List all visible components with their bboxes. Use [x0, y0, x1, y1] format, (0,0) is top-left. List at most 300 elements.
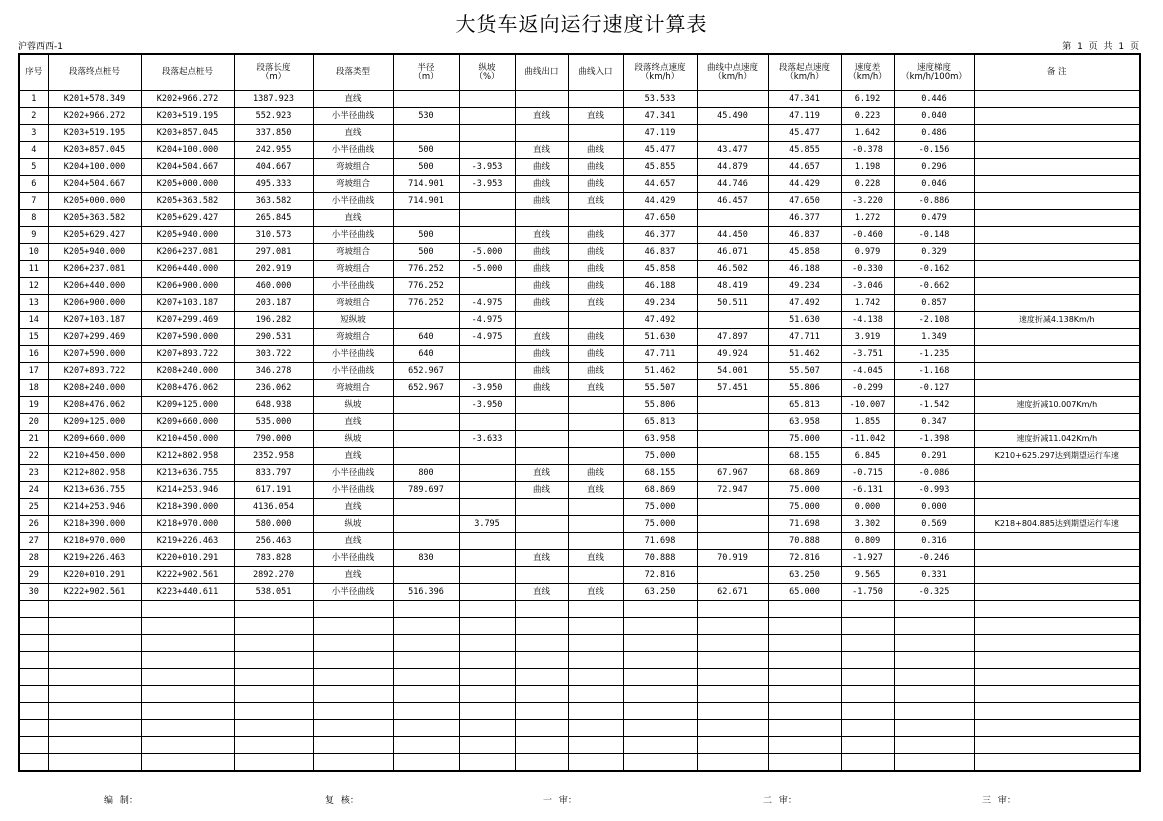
blank-row	[19, 618, 1140, 635]
cell-curve-out: 直线	[515, 142, 568, 159]
cell-end-stake: K206+440.000	[48, 278, 141, 295]
table-row	[19, 125, 1140, 142]
cell-grade	[459, 210, 515, 227]
blank-row	[19, 601, 1140, 618]
table-row	[19, 329, 1140, 346]
blank-row	[19, 720, 1140, 737]
cell-start-stake: K223+440.611	[141, 584, 234, 601]
cell-start-speed: 55.507	[768, 363, 841, 380]
blank-cell	[841, 686, 894, 703]
footer-second-review: 二 审：	[763, 796, 797, 806]
blank-cell	[313, 669, 393, 686]
header-end-speed: 段落终点速度 （km/h）	[623, 54, 697, 91]
cell-end-stake: K203+857.045	[48, 142, 141, 159]
cell-start-speed: 55.806	[768, 380, 841, 397]
cell-type: 直线	[313, 533, 393, 550]
cell-curve-out: 曲线	[515, 482, 568, 499]
cell-start-speed: 46.837	[768, 227, 841, 244]
cell-note	[974, 363, 1140, 380]
cell-curve-in: 曲线	[568, 261, 623, 278]
cell-end-speed: 70.888	[623, 550, 697, 567]
cell-type: 纵坡	[313, 397, 393, 414]
cell-radius	[393, 91, 459, 108]
blank-cell	[568, 754, 623, 772]
cell-speed-gradient: -1.168	[894, 363, 974, 380]
footer-first-review: 一 审：	[543, 796, 577, 806]
cell-curve-out	[515, 448, 568, 465]
cell-no: 24	[19, 482, 48, 499]
cell-note	[974, 176, 1140, 193]
cell-end-speed: 44.657	[623, 176, 697, 193]
cell-note	[974, 380, 1140, 397]
cell-type: 直线	[313, 91, 393, 108]
cell-end-speed: 75.000	[623, 448, 697, 465]
cell-start-stake: K219+226.463	[141, 533, 234, 550]
cell-speed-diff: -3.751	[841, 346, 894, 363]
cell-start-stake: K204+504.667	[141, 159, 234, 176]
cell-note	[974, 346, 1140, 363]
cell-curve-out: 曲线	[515, 176, 568, 193]
cell-length: 203.187	[234, 295, 313, 312]
blank-cell	[19, 652, 48, 669]
cell-end-stake: K207+893.722	[48, 363, 141, 380]
table-row	[19, 482, 1140, 499]
cell-radius	[393, 312, 459, 329]
cell-type: 弯坡组合	[313, 295, 393, 312]
cell-end-speed: 75.000	[623, 516, 697, 533]
blank-cell	[768, 635, 841, 652]
blank-cell	[974, 720, 1140, 737]
cell-speed-diff: 0.223	[841, 108, 894, 125]
cell-grade: 3.795	[459, 516, 515, 533]
cell-mid-speed: 62.671	[697, 584, 768, 601]
cell-no: 19	[19, 397, 48, 414]
cell-end-speed: 46.837	[623, 244, 697, 261]
blank-cell	[313, 737, 393, 754]
cell-note	[974, 227, 1140, 244]
table-row	[19, 176, 1140, 193]
cell-speed-gradient: -0.156	[894, 142, 974, 159]
cell-mid-speed	[697, 533, 768, 550]
blank-cell	[313, 601, 393, 618]
cell-mid-speed: 44.879	[697, 159, 768, 176]
cell-type: 小半径曲线	[313, 550, 393, 567]
cell-speed-diff: -4.045	[841, 363, 894, 380]
blank-cell	[313, 703, 393, 720]
cell-end-speed: 72.816	[623, 567, 697, 584]
cell-speed-diff: 6.192	[841, 91, 894, 108]
cell-grade	[459, 567, 515, 584]
cell-speed-gradient: 0.040	[894, 108, 974, 125]
cell-note	[974, 159, 1140, 176]
cell-no: 23	[19, 465, 48, 482]
blank-cell	[894, 703, 974, 720]
table-row	[19, 142, 1140, 159]
header-curve-in: 曲线入口	[568, 54, 623, 91]
cell-radius: 500	[393, 227, 459, 244]
cell-curve-in: 曲线	[568, 329, 623, 346]
blank-cell	[841, 601, 894, 618]
blank-cell	[974, 601, 1140, 618]
cell-radius: 500	[393, 159, 459, 176]
blank-cell	[894, 720, 974, 737]
cell-end-speed: 55.806	[623, 397, 697, 414]
cell-start-stake: K207+893.722	[141, 346, 234, 363]
blank-cell	[841, 703, 894, 720]
cell-curve-out: 曲线	[515, 261, 568, 278]
cell-note	[974, 584, 1140, 601]
blank-cell	[141, 754, 234, 772]
blank-cell	[19, 686, 48, 703]
cell-speed-diff: -0.715	[841, 465, 894, 482]
cell-no: 14	[19, 312, 48, 329]
cell-curve-in	[568, 312, 623, 329]
cell-grade: -4.975	[459, 329, 515, 346]
cell-end-stake: K206+237.081	[48, 261, 141, 278]
cell-start-speed: 45.855	[768, 142, 841, 159]
cell-length: 538.051	[234, 584, 313, 601]
cell-radius: 789.697	[393, 482, 459, 499]
cell-mid-speed: 54.001	[697, 363, 768, 380]
cell-length: 303.722	[234, 346, 313, 363]
cell-type: 小半径曲线	[313, 584, 393, 601]
cell-length: 552.923	[234, 108, 313, 125]
cell-mid-speed: 50.511	[697, 295, 768, 312]
cell-curve-in	[568, 533, 623, 550]
cell-start-speed: 63.250	[768, 567, 841, 584]
cell-end-stake: K218+970.000	[48, 533, 141, 550]
cell-speed-gradient: -0.127	[894, 380, 974, 397]
cell-speed-gradient: -0.993	[894, 482, 974, 499]
cell-mid-speed: 46.457	[697, 193, 768, 210]
cell-grade	[459, 142, 515, 159]
cell-curve-out: 曲线	[515, 380, 568, 397]
cell-no: 1	[19, 91, 48, 108]
blank-cell	[234, 686, 313, 703]
cell-speed-diff: -6.131	[841, 482, 894, 499]
blank-cell	[141, 652, 234, 669]
cell-grade	[459, 550, 515, 567]
cell-length: 242.955	[234, 142, 313, 159]
cell-mid-speed	[697, 397, 768, 414]
cell-mid-speed	[697, 210, 768, 227]
cell-length: 648.938	[234, 397, 313, 414]
cell-grade	[459, 465, 515, 482]
header-type: 段落类型	[313, 54, 393, 91]
cell-start-stake: K207+103.187	[141, 295, 234, 312]
cell-speed-diff: 0.228	[841, 176, 894, 193]
cell-speed-diff: 0.000	[841, 499, 894, 516]
cell-length: 236.062	[234, 380, 313, 397]
blank-cell	[234, 754, 313, 772]
cell-start-stake: K205+000.000	[141, 176, 234, 193]
cell-speed-gradient: -0.246	[894, 550, 974, 567]
cell-end-speed: 55.507	[623, 380, 697, 397]
cell-end-speed: 63.958	[623, 431, 697, 448]
footer-reviewer: 复 核：	[325, 796, 359, 806]
cell-curve-in	[568, 125, 623, 142]
cell-curve-in: 曲线	[568, 346, 623, 363]
blank-cell	[234, 652, 313, 669]
cell-end-stake: K213+636.755	[48, 482, 141, 499]
cell-start-stake: K218+390.000	[141, 499, 234, 516]
blank-cell	[48, 669, 141, 686]
cell-radius: 714.901	[393, 176, 459, 193]
blank-row	[19, 669, 1140, 686]
cell-type: 直线	[313, 414, 393, 431]
cell-curve-in: 曲线	[568, 159, 623, 176]
cell-type: 小半径曲线	[313, 142, 393, 159]
header-speed-diff: 速度差 （km/h）	[841, 54, 894, 91]
cell-speed-diff: -3.046	[841, 278, 894, 295]
cell-start-speed: 45.477	[768, 125, 841, 142]
cell-curve-in	[568, 414, 623, 431]
blank-cell	[19, 635, 48, 652]
blank-cell	[697, 635, 768, 652]
cell-length: 833.797	[234, 465, 313, 482]
cell-grade	[459, 346, 515, 363]
blank-cell	[841, 720, 894, 737]
cell-note	[974, 278, 1140, 295]
cell-mid-speed: 57.451	[697, 380, 768, 397]
blank-cell	[515, 737, 568, 754]
cell-length: 404.667	[234, 159, 313, 176]
blank-cell	[568, 652, 623, 669]
blank-cell	[234, 669, 313, 686]
cell-end-speed: 47.492	[623, 312, 697, 329]
cell-speed-diff: -3.220	[841, 193, 894, 210]
table-row	[19, 584, 1140, 601]
cell-end-stake: K205+363.582	[48, 210, 141, 227]
blank-cell	[894, 737, 974, 754]
table-row	[19, 397, 1140, 414]
cell-curve-out: 曲线	[515, 346, 568, 363]
cell-radius: 652.967	[393, 380, 459, 397]
cell-note	[974, 295, 1140, 312]
cell-end-speed: 49.234	[623, 295, 697, 312]
cell-speed-diff: -10.007	[841, 397, 894, 414]
blank-cell	[48, 635, 141, 652]
cell-radius	[393, 448, 459, 465]
cell-speed-diff: -4.138	[841, 312, 894, 329]
cell-end-speed: 45.477	[623, 142, 697, 159]
table-row	[19, 159, 1140, 176]
blank-cell	[141, 601, 234, 618]
cell-no: 4	[19, 142, 48, 159]
cell-end-stake: K212+802.958	[48, 465, 141, 482]
blank-cell	[48, 754, 141, 772]
blank-cell	[48, 720, 141, 737]
cell-curve-out	[515, 567, 568, 584]
cell-radius	[393, 533, 459, 550]
blank-cell	[141, 686, 234, 703]
blank-cell	[623, 754, 697, 772]
cell-end-stake: K208+240.000	[48, 380, 141, 397]
cell-curve-out: 直线	[515, 584, 568, 601]
blank-cell	[515, 618, 568, 635]
cell-no: 9	[19, 227, 48, 244]
cell-length: 346.278	[234, 363, 313, 380]
cell-speed-gradient: 0.316	[894, 533, 974, 550]
cell-mid-speed	[697, 91, 768, 108]
cell-no: 2	[19, 108, 48, 125]
cell-speed-diff: -0.330	[841, 261, 894, 278]
cell-note	[974, 210, 1140, 227]
cell-no: 13	[19, 295, 48, 312]
cell-no: 22	[19, 448, 48, 465]
cell-speed-gradient: -1.235	[894, 346, 974, 363]
cell-note	[974, 91, 1140, 108]
blank-cell	[459, 652, 515, 669]
blank-cell	[623, 686, 697, 703]
cell-length: 4136.054	[234, 499, 313, 516]
cell-curve-out	[515, 91, 568, 108]
table-row	[19, 363, 1140, 380]
table-row	[19, 431, 1140, 448]
blank-cell	[393, 669, 459, 686]
cell-curve-out: 曲线	[515, 295, 568, 312]
blank-cell	[459, 635, 515, 652]
cell-length: 1387.923	[234, 91, 313, 108]
blank-cell	[974, 703, 1140, 720]
cell-radius	[393, 516, 459, 533]
cell-curve-in: 曲线	[568, 363, 623, 380]
cell-end-stake: K205+000.000	[48, 193, 141, 210]
blank-cell	[234, 601, 313, 618]
cell-speed-diff: -1.750	[841, 584, 894, 601]
cell-no: 17	[19, 363, 48, 380]
blank-cell	[623, 635, 697, 652]
cell-start-stake: K213+636.755	[141, 465, 234, 482]
cell-no: 5	[19, 159, 48, 176]
cell-note	[974, 482, 1140, 499]
blank-cell	[141, 720, 234, 737]
blank-cell	[697, 601, 768, 618]
blank-cell	[515, 601, 568, 618]
cell-curve-out	[515, 431, 568, 448]
cell-length: 297.081	[234, 244, 313, 261]
cell-radius: 640	[393, 346, 459, 363]
blank-cell	[48, 703, 141, 720]
cell-start-speed: 47.650	[768, 193, 841, 210]
cell-curve-out: 直线	[515, 108, 568, 125]
cell-no: 25	[19, 499, 48, 516]
cell-curve-in: 曲线	[568, 227, 623, 244]
cell-curve-in: 曲线	[568, 244, 623, 261]
blank-cell	[894, 686, 974, 703]
blank-cell	[894, 601, 974, 618]
cell-curve-in: 直线	[568, 550, 623, 567]
cell-radius	[393, 125, 459, 142]
blank-cell	[141, 737, 234, 754]
cell-speed-diff: 1.855	[841, 414, 894, 431]
cell-length: 337.850	[234, 125, 313, 142]
cell-mid-speed: 47.897	[697, 329, 768, 346]
cell-start-speed: 51.462	[768, 346, 841, 363]
table-row	[19, 499, 1140, 516]
blank-cell	[48, 618, 141, 635]
cell-curve-in: 曲线	[568, 142, 623, 159]
blank-cell	[894, 669, 974, 686]
cell-grade: -5.000	[459, 261, 515, 278]
blank-cell	[19, 601, 48, 618]
blank-row	[19, 635, 1140, 652]
cell-end-stake: K209+660.000	[48, 431, 141, 448]
cell-mid-speed	[697, 567, 768, 584]
cell-mid-speed: 49.924	[697, 346, 768, 363]
cell-start-speed: 47.119	[768, 108, 841, 125]
cell-start-speed: 44.429	[768, 176, 841, 193]
cell-no: 3	[19, 125, 48, 142]
blank-cell	[234, 618, 313, 635]
cell-speed-diff: -0.378	[841, 142, 894, 159]
cell-mid-speed: 46.502	[697, 261, 768, 278]
cell-speed-gradient: -0.086	[894, 465, 974, 482]
cell-note	[974, 142, 1140, 159]
cell-curve-in	[568, 516, 623, 533]
cell-curve-out: 曲线	[515, 159, 568, 176]
blank-cell	[894, 652, 974, 669]
cell-length: 2892.270	[234, 567, 313, 584]
blank-cell	[768, 754, 841, 772]
blank-cell	[841, 618, 894, 635]
page-info: 第 1 页 共 1 页	[1062, 42, 1139, 52]
route-label: 沪蓉西西-1	[18, 42, 63, 52]
blank-cell	[515, 652, 568, 669]
blank-cell	[623, 720, 697, 737]
cell-radius: 500	[393, 244, 459, 261]
table-row	[19, 108, 1140, 125]
sheet-title: 大货车返向运行速度计算表	[455, 12, 708, 36]
cell-start-stake: K204+100.000	[141, 142, 234, 159]
cell-note: 速度折减11.042Km/h	[974, 431, 1140, 448]
table-row	[19, 346, 1140, 363]
cell-end-stake: K204+100.000	[48, 159, 141, 176]
cell-grade	[459, 193, 515, 210]
table-row	[19, 448, 1140, 465]
footer-compiler: 编 制：	[104, 796, 138, 806]
cell-curve-in: 直线	[568, 482, 623, 499]
cell-start-speed: 68.869	[768, 465, 841, 482]
cell-curve-out: 曲线	[515, 193, 568, 210]
blank-cell	[623, 601, 697, 618]
cell-start-speed: 75.000	[768, 499, 841, 516]
table-row	[19, 567, 1140, 584]
blank-cell	[313, 618, 393, 635]
cell-mid-speed: 72.947	[697, 482, 768, 499]
cell-grade	[459, 414, 515, 431]
header-start-stake: 段落起点桩号	[141, 54, 234, 91]
table-row	[19, 380, 1140, 397]
cell-speed-gradient: 0.329	[894, 244, 974, 261]
blank-cell	[974, 618, 1140, 635]
blank-cell	[974, 737, 1140, 754]
cell-no: 18	[19, 380, 48, 397]
cell-note	[974, 499, 1140, 516]
cell-no: 28	[19, 550, 48, 567]
cell-end-stake: K210+450.000	[48, 448, 141, 465]
header-curve-out: 曲线出口	[515, 54, 568, 91]
header-row	[19, 54, 1140, 91]
blank-cell	[393, 737, 459, 754]
blank-cell	[313, 754, 393, 772]
blank-cell	[515, 720, 568, 737]
cell-speed-gradient: 0.331	[894, 567, 974, 584]
cell-start-stake: K207+590.000	[141, 329, 234, 346]
cell-note	[974, 533, 1140, 550]
cell-mid-speed: 70.919	[697, 550, 768, 567]
cell-speed-diff: 3.302	[841, 516, 894, 533]
